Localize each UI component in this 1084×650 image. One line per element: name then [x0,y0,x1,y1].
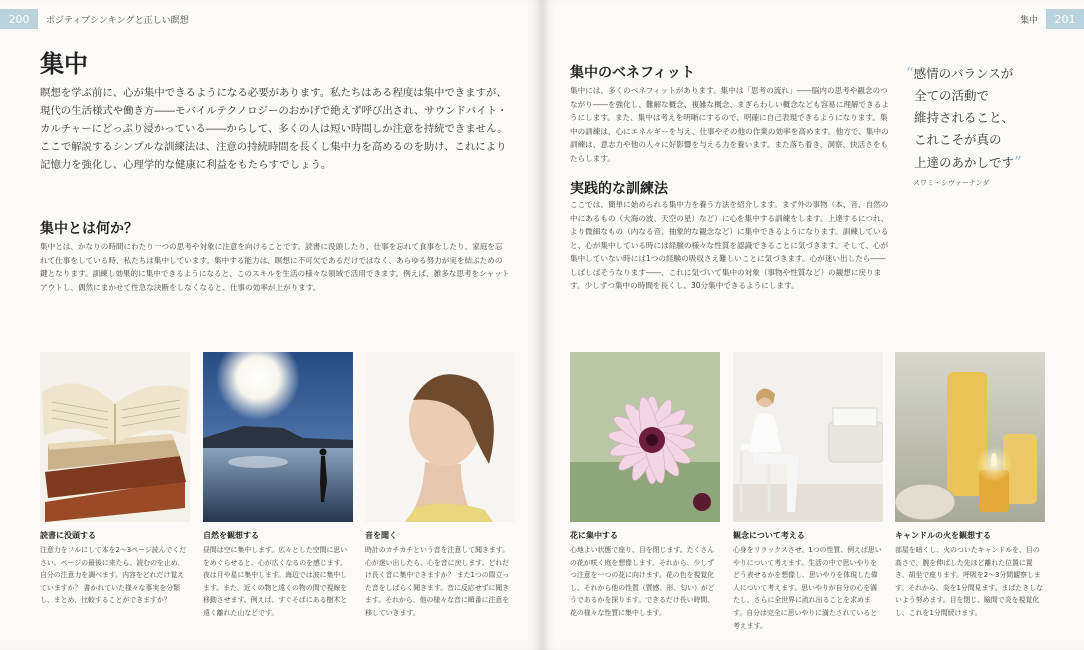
photo-woman-listening [365,352,515,522]
quote-line: 上達のあかしです [914,155,1015,170]
page-number-left: 200 [0,9,38,29]
pull-quote [906,62,1076,174]
running-title-left: ポジティブシンキングと正しい瞑想 [46,15,189,26]
left-running-head [0,10,189,28]
caption-title-nature: 自然を観想する [203,531,259,540]
caption-title-idea: 観念について考える [733,531,805,540]
photo-books [40,352,190,522]
caption-title-sound: 音を聞く [365,531,397,540]
quote-close-mark: ” [1014,153,1022,171]
caption-title-candle: キャンドルの火を観想する [895,531,991,540]
caption-body-nature: 昼間は空に集中します。広々とした空間に思いをめぐらせると、心が広くなるのを感じます。夜は月や星に集中します。海辺では波に集中します。また、近くの物と遠くの物の間で視線を移動させます。例えば、すぐそばにある樹木と遠く離れた山などです。 [203,546,348,617]
section-title-what-is: 集中とは何か？ [40,221,138,237]
lead-paragraph: 瞑想を学ぶ前に、心が集中できるようになる必要があります。私たちはある程度は集中できますが、現代の生活様式や働き方――モバイルテクノロジーのおかげで絶えず呼び出され、サウンドバイト・カルチャーにどっぷり浸かっている――からして、多くの人は短い時間しか注意を持続できません。ここで解説するシンプルな訓練法は、注意の持続時間を長くし集中力を高めるのを助け、これにより記憶力を強化し、心理学的な健康に利益をもたらすでしょう。 [40,87,508,171]
quote-line: 維持されること、 [914,110,1015,125]
section-body-practice: ここでは、簡単に始められる集中力を養う方法を紹介します。まず外の事物（本、音、自然の中にあるもの（大海の波、天空の星）など）に心を集中する訓練をします。上達するにつれ、より微細なもの（内なる音、抽象的な観念など）に集中できるようになります。訓練していると、心が集中している時には経験の様々な性質を認識できることに気づきます。そして、心が集中していない時には1つの経験の吸収さえ難しいことに気づきます。心が迷い出したら――しばしばそうなります――、これに気づいて集中の対象（事物や性質など）の観想に戻ります。少しずつ集中の時間を長くし、30分集中できるようにします。 [570,200,889,290]
caption-body-sound: 時計のカチカチという音を注意して聞きます。心が迷い出したら、心を音に戻します。どれだけ長く音に集中できますか？ また1つの際立った音をしばらく聞きます。音に反応せずに聞きます。それから、他の様々な音に順番に注意を移していきます。 [365,546,510,617]
quote-line: 全ての活動で [914,88,990,103]
caption-body-idea: 心身をリラックスさせ、1つの性質、例えば思いやりについて考えます。生活の中で思いやりをどう表せるかを想像し、思いやりを体現した偉人について考えます。思いやりが自分の心を満たし、さらに全世界に流れ出ることを求めます。自分は完全に思いやりに満たされていると考えます。 [733,546,882,630]
right-running-head [1020,10,1084,28]
quote-open-mark: “ [906,64,914,82]
section-body-benefits: 集中には、多くのベネフィットがあります。集中は「思考の流れ」――脳内の思考や観念のつながり――を強化し、難解な概念、複雑な概念、まぎらわしい概念なども容易に理解できるようにします。また、集中は考えを明晰にするので、明確に自己表現できるようになります。集中の訓練は、心にエネルギーを与え、仕事やその他の作業の効率を高めます。他方で、集中の訓練は、意志力や他の人々に好影響を与える力を養います。また落ち着き、洞察、快活さをもたらします。 [570,86,889,163]
photo-beach-sun [203,352,353,522]
chapter-title: 集中 [40,50,88,78]
caption-body-flower: 心地よい状態で座り、目を閉じます。たくさんの花が咲く庭を想像します。それから、少しずつ注意を一つの花に向けます。花の色を視覚化し、それから他の性質（質感、形、匂い）がどうであるかを探ります。できるだけ長い時間、花の様々な性質に集中します。 [570,546,715,617]
page-number-right: 201 [1046,9,1084,29]
quote-line: これこそが真の [914,132,1002,147]
caption-body-reading: 注意力をフルにして本を2～3ページ読んでください。ページの最後に来たら、読むのを止め、自分の注意力を調べます。内容をどれだけ覚えていますか？ 書かれていた様々な事実を分類し、まとめ、比較することができますか？ [40,546,187,605]
photo-seated-woman [733,352,883,522]
running-title-right: 集中 [1019,15,1038,26]
quote-author: スワミ・シヴァーナンダ [913,179,990,187]
section-body-what-is: 集中とは、かなりの時間にわたり一つの思考や対象に注意を向けることです。読書に没頭したり、仕事を忘れて食事をしたり、家庭を忘れて仕事をしている時、私たちは集中しています。集中する能力は、瞑想に不可欠であるだけではなく、あらゆる努力が実を結ぶための鍵となります。訓練し効果的に集中できるようになると、このスキルを生活の様々な領域で活用できます。例えば、雑多な思考をシャットアウトし、偶然にまかせて性急な決断をしなくなると、仕事の効率が上がります。 [40,242,510,292]
photo-candles [895,352,1045,522]
section-title-benefits: 集中のベネフィット [570,65,695,81]
photo-flower [570,352,720,522]
caption-title-flower: 花に集中する [570,531,618,540]
caption-body-candle: 部屋を暗くし、火のついたキャンドルを、目の高さで、腕を伸ばした先ほど離れた位置に置き、胡坐で座ります。呼吸を2～3分間観察します。それから、炎を1分間見ます。まばたきしないよう努めます。目を閉じ、瞼間で炎を視覚化し、これを1分間続けます。 [895,546,1043,617]
section-title-practice: 実践的な訓練法 [570,181,668,197]
quote-line: 感情のバランスが [913,66,1014,81]
caption-title-reading: 読書に没頭する [40,531,96,540]
